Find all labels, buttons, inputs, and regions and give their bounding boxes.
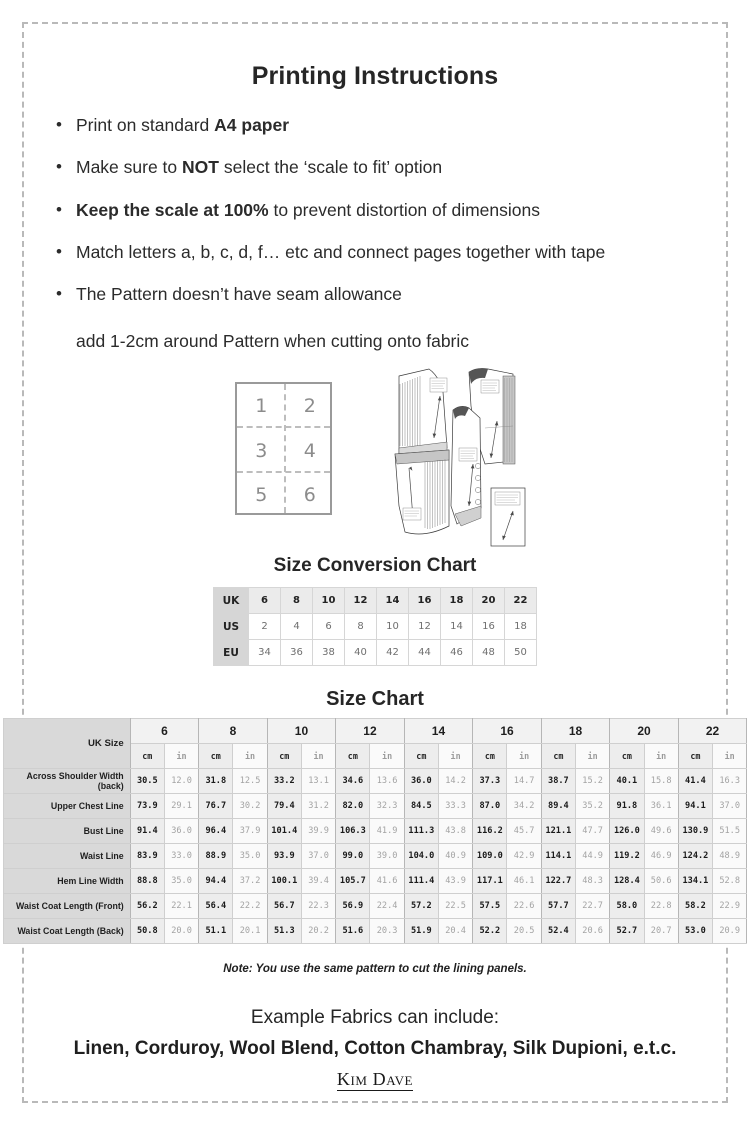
- instructions-sub-line: add 1-2cm around Pattern when cutting onto fabric: [76, 330, 470, 351]
- measurement-cell-cm: 111.3: [404, 819, 438, 844]
- conversion-cell: 16: [473, 614, 505, 640]
- unit-header-in: in: [713, 744, 747, 769]
- page-grid-cell: 5: [255, 483, 268, 506]
- size-chart-size-header: 8: [199, 719, 268, 744]
- conversion-cell: 2: [249, 614, 281, 640]
- measurement-cell-cm: 51.6: [336, 919, 370, 944]
- conversion-cell: 10: [377, 614, 409, 640]
- size-chart-row: [3, 894, 747, 919]
- measurement-cell-in: 20.6: [576, 919, 610, 944]
- measurement-cell-in: 39.9: [301, 819, 335, 844]
- size-chart-corner-label: UK Size: [3, 719, 130, 769]
- conversion-cell: 44: [409, 640, 441, 666]
- measurement-cell-in: 12.0: [164, 769, 198, 794]
- measurement-cell-in: 22.7: [576, 894, 610, 919]
- size-chart-size-header: 12: [336, 719, 405, 744]
- measurement-cell-in: 41.6: [370, 869, 404, 894]
- measurement-cell-cm: 83.9: [130, 844, 164, 869]
- size-chart-row-label: Waist Coat Length (Front): [3, 894, 130, 919]
- measurement-cell-in: 22.5: [438, 894, 472, 919]
- measurement-cell-cm: 94.1: [678, 794, 712, 819]
- unit-header-in: in: [576, 744, 610, 769]
- size-chart-wrap: [0, 718, 750, 944]
- measurement-cell-cm: 73.9: [130, 794, 164, 819]
- instruction-text: The Pattern doesn’t have seam allowance: [76, 284, 402, 305]
- measurement-cell-in: 51.5: [713, 819, 747, 844]
- size-chart-header-row: [3, 719, 747, 744]
- measurement-cell-in: 35.0: [164, 869, 198, 894]
- measurement-cell-cm: 101.4: [267, 819, 301, 844]
- conversion-cell: 38: [313, 640, 345, 666]
- measurement-cell-cm: 114.1: [541, 844, 575, 869]
- page-tiling-diagram: [235, 382, 332, 515]
- size-conversion-chart-heading: Size Conversion Chart: [273, 555, 477, 577]
- bullet-icon: •: [56, 199, 62, 219]
- conversion-cell: 6: [249, 588, 281, 614]
- conversion-cell: 10: [313, 588, 345, 614]
- conversion-cell: 36: [281, 640, 313, 666]
- measurement-cell-cm: 119.2: [610, 844, 644, 869]
- instruction-text: Keep the scale at 100%: [76, 199, 269, 220]
- measurement-cell-cm: 96.4: [199, 819, 233, 844]
- measurement-cell-in: 35.0: [233, 844, 267, 869]
- page-grid-cell: 1: [255, 395, 268, 418]
- measurement-cell-cm: 56.2: [130, 894, 164, 919]
- measurement-cell-cm: 87.0: [473, 794, 507, 819]
- measurement-cell-cm: 58.0: [610, 894, 644, 919]
- measurement-cell-in: 37.0: [713, 794, 747, 819]
- measurement-cell-cm: 122.7: [541, 869, 575, 894]
- unit-header-cm: cm: [678, 744, 712, 769]
- size-chart-size-header: 18: [541, 719, 610, 744]
- conversion-row: [214, 614, 537, 640]
- measurement-cell-cm: 52.2: [473, 919, 507, 944]
- measurement-cell-in: 20.4: [438, 919, 472, 944]
- instruction-item: [0, 115, 750, 136]
- instruction-text: to prevent distortion of dimensions: [268, 199, 541, 220]
- size-chart-size-header: 10: [267, 719, 336, 744]
- conversion-cell: 14: [441, 614, 473, 640]
- measurement-cell-in: 20.0: [164, 919, 198, 944]
- pattern-pieces-illustration: [385, 366, 530, 551]
- measurement-cell-in: 32.3: [370, 794, 404, 819]
- conversion-cell: 8: [345, 614, 377, 640]
- conversion-cell: 34: [249, 640, 281, 666]
- measurement-cell-cm: 33.2: [267, 769, 301, 794]
- instruction-text: Print on standard: [76, 115, 215, 135]
- size-chart-size-header: 6: [130, 719, 199, 744]
- brand-logo: [0, 1069, 750, 1090]
- measurement-cell-in: 48.9: [713, 844, 747, 869]
- bullet-icon: •: [56, 242, 62, 262]
- conversion-cell: 12: [409, 614, 441, 640]
- measurement-cell-in: 37.9: [233, 819, 267, 844]
- measurement-cell-cm: 57.7: [541, 894, 575, 919]
- page-grid-cell: 3: [255, 439, 268, 462]
- measurement-cell-cm: 56.9: [336, 894, 370, 919]
- instruction-item: [0, 157, 750, 178]
- size-chart-size-header: 16: [473, 719, 542, 744]
- conversion-cell: 4: [281, 614, 313, 640]
- page-grid-cell: 6: [303, 483, 316, 506]
- measurement-cell-in: 40.9: [438, 844, 472, 869]
- instruction-text: NOT: [182, 157, 219, 178]
- size-chart-size-header: 22: [678, 719, 747, 744]
- measurement-cell-in: 20.3: [370, 919, 404, 944]
- lining-note: Note: You use the same pattern to cut the lining panels.: [223, 963, 527, 976]
- conversion-cell: 8: [281, 588, 313, 614]
- size-chart-table: [3, 718, 748, 944]
- conversion-cell: 46: [441, 640, 473, 666]
- measurement-cell-cm: 84.5: [404, 794, 438, 819]
- conversion-cell: 40: [345, 640, 377, 666]
- measurement-cell-cm: 50.8: [130, 919, 164, 944]
- unit-header-in: in: [644, 744, 678, 769]
- measurement-cell-in: 36.0: [164, 819, 198, 844]
- measurement-cell-in: 39.4: [301, 869, 335, 894]
- conversion-cell: 50: [505, 640, 537, 666]
- measurement-cell-in: 13.6: [370, 769, 404, 794]
- measurement-cell-cm: 91.4: [130, 819, 164, 844]
- size-conversion-table: [213, 587, 537, 666]
- unit-header-cm: cm: [541, 744, 575, 769]
- size-chart-size-header: 20: [610, 719, 679, 744]
- measurement-cell-cm: 82.0: [336, 794, 370, 819]
- measurement-cell-in: 50.6: [644, 869, 678, 894]
- measurement-cell-in: 33.3: [438, 794, 472, 819]
- unit-header-in: in: [301, 744, 335, 769]
- measurement-cell-cm: 52.7: [610, 919, 644, 944]
- measurement-cell-in: 39.0: [370, 844, 404, 869]
- measurement-cell-in: 20.5: [507, 919, 541, 944]
- conversion-cell: 12: [345, 588, 377, 614]
- measurement-cell-in: 14.7: [507, 769, 541, 794]
- size-chart-row-label: Upper Chest Line: [3, 794, 130, 819]
- measurement-cell-in: 22.8: [644, 894, 678, 919]
- measurement-cell-in: 20.1: [233, 919, 267, 944]
- example-fabrics-title: Example Fabrics can include:: [250, 1007, 500, 1029]
- measurement-cell-cm: 41.4: [678, 769, 712, 794]
- instruction-text: select the ‘scale to fit’ option: [218, 157, 443, 178]
- unit-header-in: in: [438, 744, 472, 769]
- bullet-icon: •: [56, 157, 62, 177]
- measurement-cell-in: 47.7: [576, 819, 610, 844]
- instruction-text: A4 paper: [214, 115, 290, 135]
- measurement-cell-in: 42.9: [507, 844, 541, 869]
- measurement-cell-in: 22.4: [370, 894, 404, 919]
- page-grid-cell: 4: [303, 439, 316, 462]
- conversion-cell: 42: [377, 640, 409, 666]
- printing-instructions-list: [0, 115, 750, 306]
- measurement-cell-cm: 51.1: [199, 919, 233, 944]
- measurement-cell-in: 34.2: [507, 794, 541, 819]
- measurement-cell-cm: 88.8: [130, 869, 164, 894]
- measurement-cell-in: 52.8: [713, 869, 747, 894]
- conversion-cell: 6: [313, 614, 345, 640]
- measurement-cell-in: 20.7: [644, 919, 678, 944]
- measurement-cell-cm: 93.9: [267, 844, 301, 869]
- unit-header-cm: cm: [404, 744, 438, 769]
- measurement-cell-in: 46.9: [644, 844, 678, 869]
- measurement-cell-in: 13.1: [301, 769, 335, 794]
- measurement-cell-cm: 30.5: [130, 769, 164, 794]
- unit-header-cm: cm: [130, 744, 164, 769]
- measurement-cell-cm: 104.0: [404, 844, 438, 869]
- measurement-cell-cm: 134.1: [678, 869, 712, 894]
- measurement-cell-cm: 116.2: [473, 819, 507, 844]
- measurement-cell-cm: 109.0: [473, 844, 507, 869]
- instruction-text: Make sure to: [76, 157, 183, 178]
- illustrations-row: [0, 366, 750, 551]
- unit-header-cm: cm: [199, 744, 233, 769]
- size-chart-row: [3, 769, 747, 794]
- measurement-cell-in: 43.9: [438, 869, 472, 894]
- instruction-item: [0, 284, 750, 305]
- unit-header-cm: cm: [336, 744, 370, 769]
- measurement-cell-cm: 94.4: [199, 869, 233, 894]
- measurement-cell-cm: 36.0: [404, 769, 438, 794]
- measurement-cell-cm: 117.1: [473, 869, 507, 894]
- size-chart-size-header: 14: [404, 719, 473, 744]
- measurement-cell-in: 16.3: [713, 769, 747, 794]
- measurement-cell-in: 37.2: [233, 869, 267, 894]
- measurement-cell-in: 15.8: [644, 769, 678, 794]
- measurement-cell-cm: 40.1: [610, 769, 644, 794]
- size-chart-row-label: Waist Line: [3, 844, 130, 869]
- measurement-cell-cm: 56.7: [267, 894, 301, 919]
- measurement-cell-cm: 79.4: [267, 794, 301, 819]
- size-chart-heading: Size Chart: [326, 688, 424, 711]
- measurement-cell-cm: 57.5: [473, 894, 507, 919]
- bullet-icon: •: [56, 115, 62, 134]
- measurement-cell-in: 35.2: [576, 794, 610, 819]
- example-fabrics-list: Linen, Corduroy, Wool Blend, Cotton Chambray, Silk Dupioni, e.t.c.: [73, 1038, 677, 1060]
- measurement-cell-in: 22.9: [713, 894, 747, 919]
- unit-header-cm: cm: [267, 744, 301, 769]
- size-conversion-chart-wrap: [0, 587, 750, 666]
- measurement-cell-in: 45.7: [507, 819, 541, 844]
- conversion-row: [214, 640, 537, 666]
- bullet-icon: •: [56, 284, 62, 304]
- conversion-cell: 22: [505, 588, 537, 614]
- size-chart-row-label: Hem Line Width: [3, 869, 130, 894]
- conversion-row-label: UK: [214, 588, 249, 614]
- size-chart-row: [3, 869, 747, 894]
- size-chart-row-label: Bust Line: [3, 819, 130, 844]
- conversion-row-label: EU: [214, 640, 249, 666]
- page-title: Printing Instructions: [251, 62, 499, 90]
- measurement-cell-cm: 111.4: [404, 869, 438, 894]
- measurement-cell-cm: 91.8: [610, 794, 644, 819]
- measurement-cell-in: 30.2: [233, 794, 267, 819]
- measurement-cell-in: 22.6: [507, 894, 541, 919]
- unit-header-in: in: [370, 744, 404, 769]
- conversion-cell: 16: [409, 588, 441, 614]
- measurement-cell-in: 41.9: [370, 819, 404, 844]
- size-chart-row: [3, 919, 747, 944]
- measurement-cell-cm: 105.7: [336, 869, 370, 894]
- measurement-cell-cm: 53.0: [678, 919, 712, 944]
- measurement-cell-cm: 52.4: [541, 919, 575, 944]
- unit-header-cm: cm: [610, 744, 644, 769]
- size-chart-row: [3, 794, 747, 819]
- instruction-text: Match letters a, b, c, d, f… etc and connect pages together with tape: [76, 242, 606, 263]
- measurement-cell-in: 48.3: [576, 869, 610, 894]
- measurement-cell-in: 36.1: [644, 794, 678, 819]
- conversion-row-label: US: [214, 614, 249, 640]
- conversion-row: [214, 588, 537, 614]
- measurement-cell-in: 12.5: [233, 769, 267, 794]
- instruction-item: [0, 242, 750, 263]
- unit-header-cm: cm: [473, 744, 507, 769]
- measurement-cell-in: 31.2: [301, 794, 335, 819]
- measurement-cell-cm: 58.2: [678, 894, 712, 919]
- unit-header-in: in: [507, 744, 541, 769]
- measurement-cell-cm: 89.4: [541, 794, 575, 819]
- measurement-cell-in: 20.9: [713, 919, 747, 944]
- measurement-cell-in: 43.8: [438, 819, 472, 844]
- measurement-cell-cm: 106.3: [336, 819, 370, 844]
- measurement-cell-cm: 124.2: [678, 844, 712, 869]
- measurement-cell-cm: 99.0: [336, 844, 370, 869]
- unit-header-in: in: [164, 744, 198, 769]
- measurement-cell-in: 22.2: [233, 894, 267, 919]
- brand-logo-text: Kim Dave: [336, 1069, 414, 1090]
- measurement-cell-cm: 38.7: [541, 769, 575, 794]
- unit-header-in: in: [233, 744, 267, 769]
- measurement-cell-cm: 126.0: [610, 819, 644, 844]
- measurement-cell-in: 22.1: [164, 894, 198, 919]
- measurement-cell-in: 46.1: [507, 869, 541, 894]
- measurement-cell-cm: 31.8: [199, 769, 233, 794]
- measurement-cell-cm: 121.1: [541, 819, 575, 844]
- measurement-cell-in: 44.9: [576, 844, 610, 869]
- page-grid-cell: 2: [303, 395, 316, 418]
- measurement-cell-cm: 76.7: [199, 794, 233, 819]
- measurement-cell-in: 22.3: [301, 894, 335, 919]
- conversion-cell: 18: [441, 588, 473, 614]
- measurement-cell-cm: 88.9: [199, 844, 233, 869]
- size-chart-row-label: Waist Coat Length (Back): [3, 919, 130, 944]
- measurement-cell-in: 14.2: [438, 769, 472, 794]
- measurement-cell-cm: 57.2: [404, 894, 438, 919]
- measurement-cell-in: 33.0: [164, 844, 198, 869]
- measurement-cell-cm: 51.9: [404, 919, 438, 944]
- size-chart-row: [3, 819, 747, 844]
- measurement-cell-in: 49.6: [644, 819, 678, 844]
- measurement-cell-in: 29.1: [164, 794, 198, 819]
- measurement-cell-cm: 34.6: [336, 769, 370, 794]
- measurement-cell-cm: 100.1: [267, 869, 301, 894]
- measurement-cell-cm: 51.3: [267, 919, 301, 944]
- measurement-cell-cm: 128.4: [610, 869, 644, 894]
- measurement-cell-cm: 37.3: [473, 769, 507, 794]
- measurement-cell-cm: 130.9: [678, 819, 712, 844]
- measurement-cell-in: 15.2: [576, 769, 610, 794]
- measurement-cell-cm: 56.4: [199, 894, 233, 919]
- instruction-item: [0, 200, 750, 221]
- conversion-cell: 14: [377, 588, 409, 614]
- conversion-cell: 18: [505, 614, 537, 640]
- measurement-cell-in: 37.0: [301, 844, 335, 869]
- conversion-cell: 20: [473, 588, 505, 614]
- size-chart-row: [3, 844, 747, 869]
- measurement-cell-in: 20.2: [301, 919, 335, 944]
- size-chart-row-label: Across Shoulder Width (back): [3, 769, 130, 794]
- conversion-cell: 48: [473, 640, 505, 666]
